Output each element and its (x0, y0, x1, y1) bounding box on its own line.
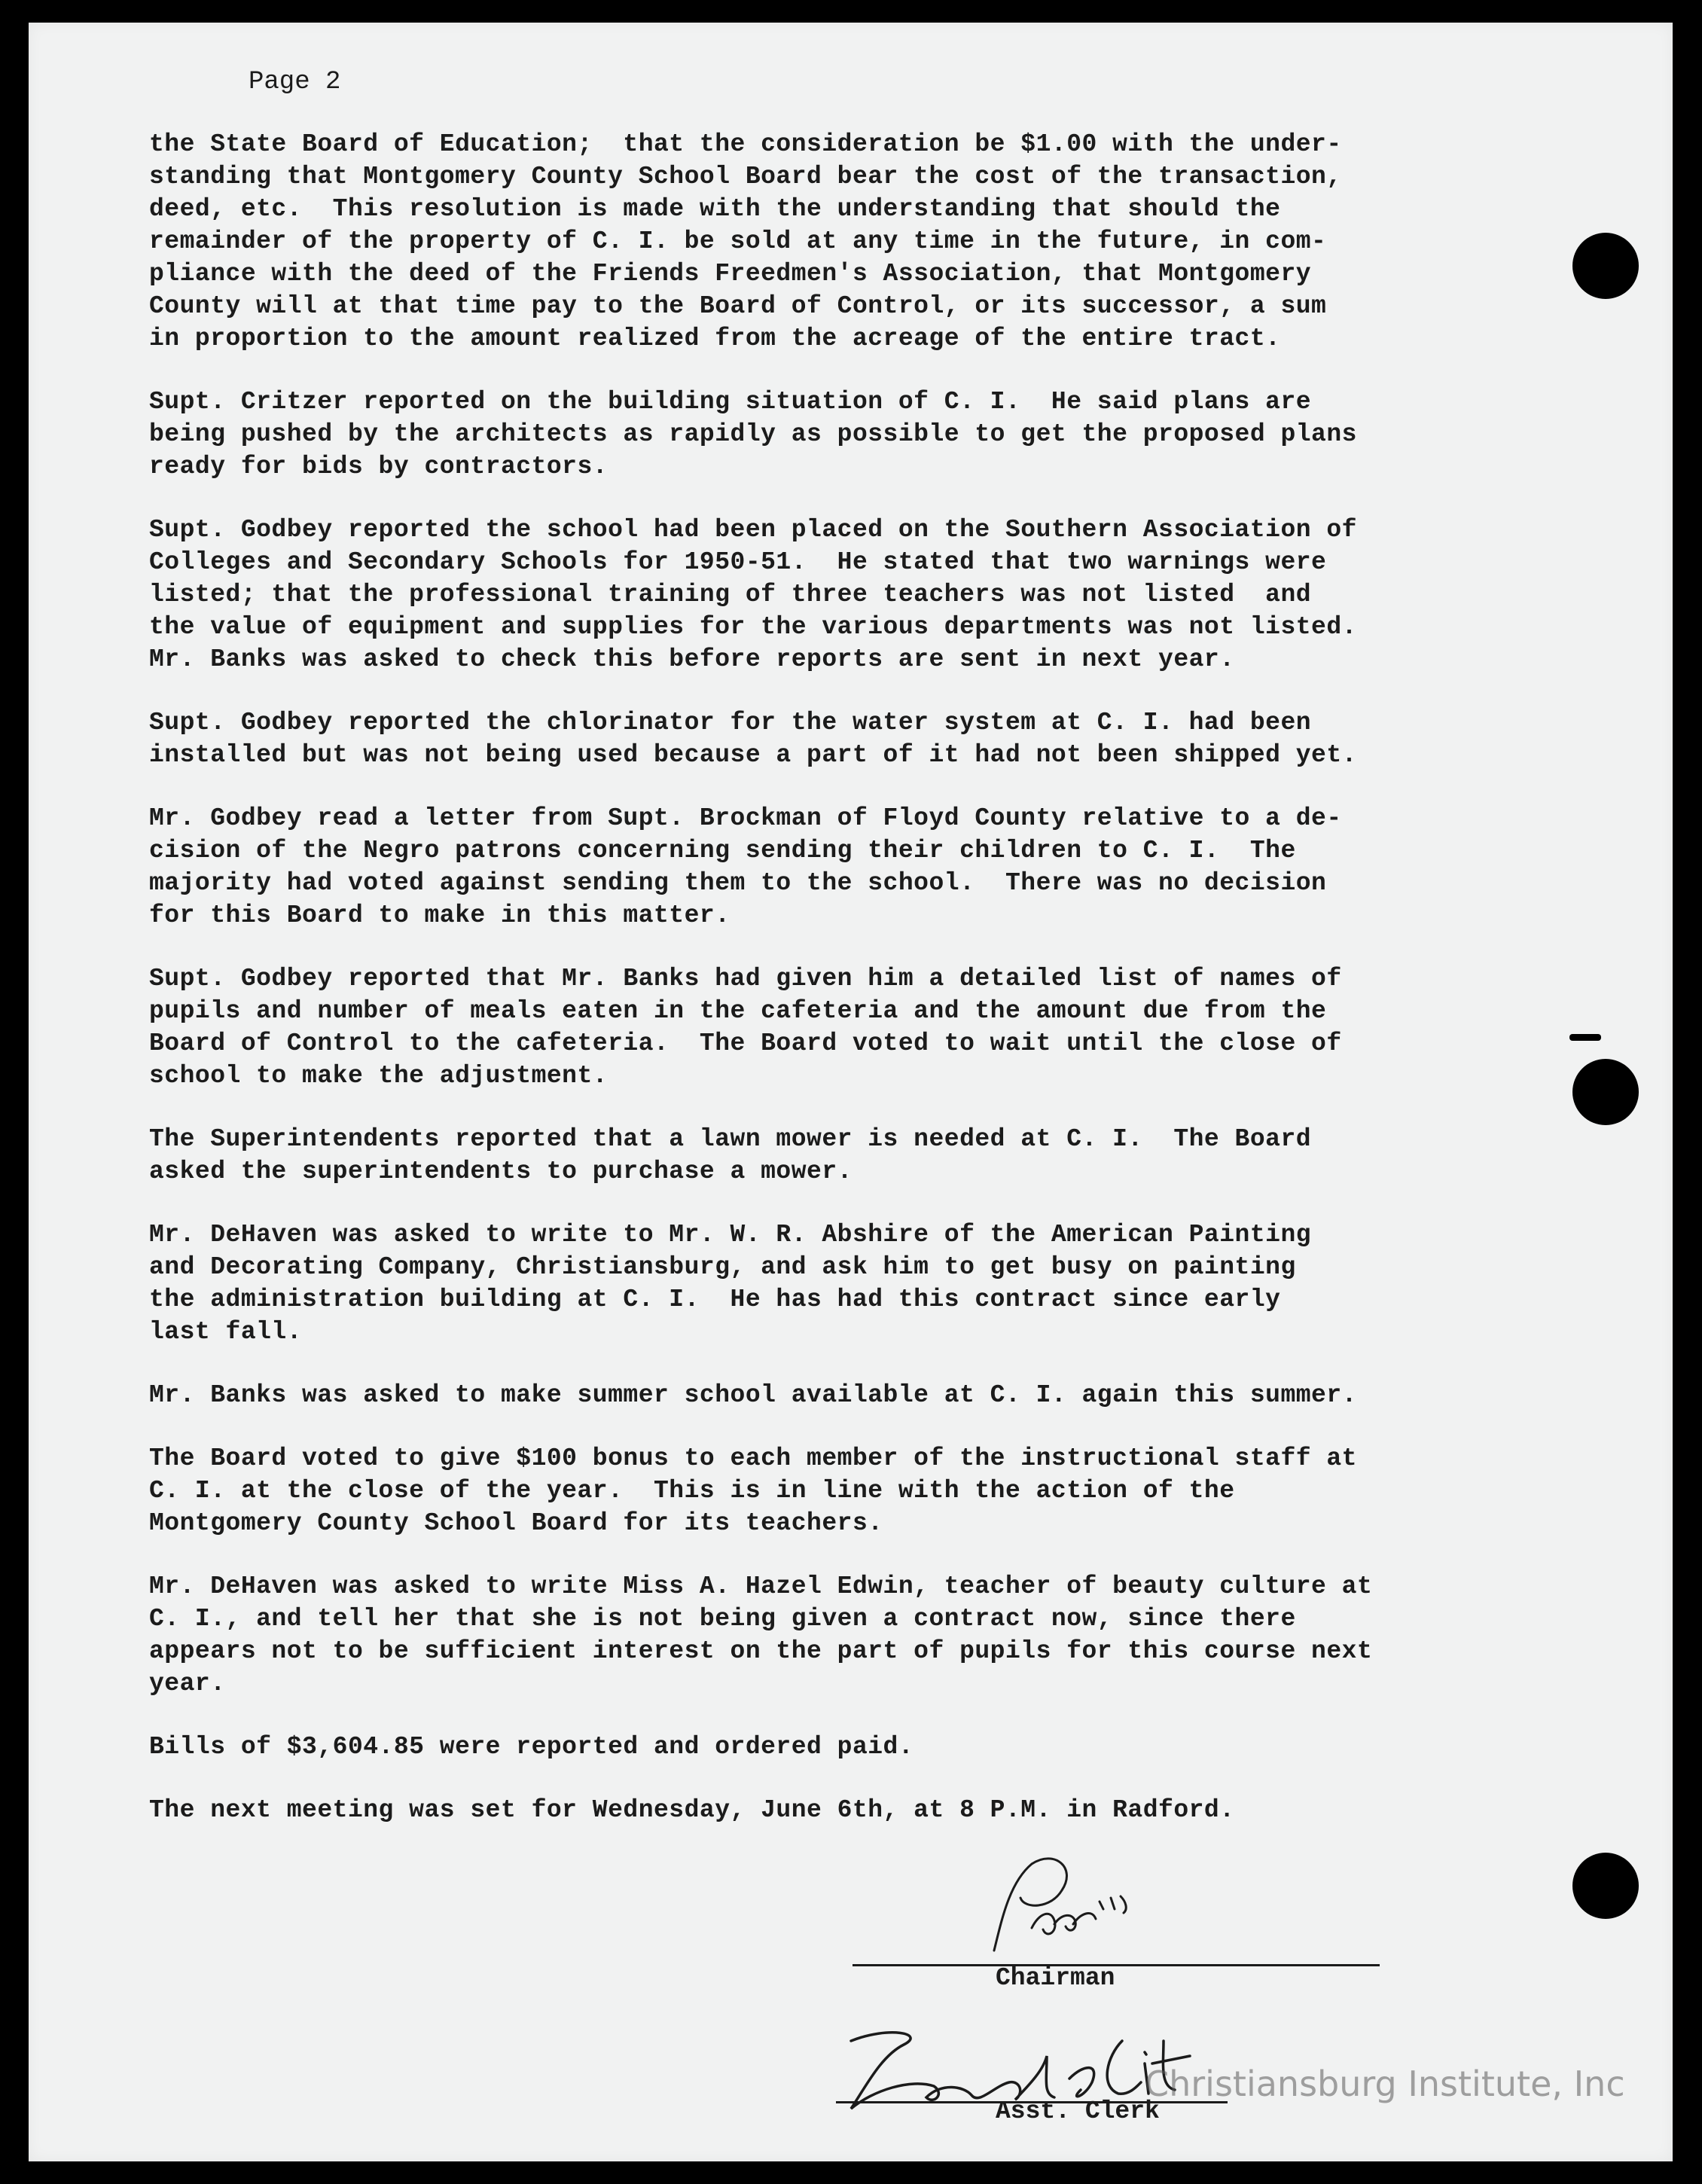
minutes-paragraph (149, 1219, 1505, 1348)
watermark: Christiansburg Institute, Inc (1145, 2064, 1625, 2104)
text-line: appears not to be sufficient interest on the part of pupils for this course next (149, 1637, 1373, 1665)
text-line: the State Board of Education; that the consideration be $1.00 with the under- (149, 130, 1342, 158)
text-line: Mr. Godbey read a letter from Supt. Brockman of Floyd County relative to a de- (149, 804, 1342, 832)
text-line: school to make the adjustment. (149, 1062, 609, 1090)
text-line: standing that Montgomery County School Board bear the cost of the transaction, (149, 163, 1342, 191)
minutes-paragraph (149, 514, 1505, 676)
scan-mark (1569, 1034, 1601, 1041)
page-number: Page 2 (249, 68, 341, 96)
text-line: asked the superintendents to purchase a mower. (149, 1158, 853, 1185)
text-line: Supt. Godbey reported that Mr. Banks had given him a detailed list of names of (149, 965, 1342, 993)
text-line: deed, etc. This resolution is made with the understanding that should the (149, 195, 1281, 223)
text-line: remainder of the property of C. I. be sold at any time in the future, in com- (149, 227, 1327, 255)
text-line: the administration building at C. I. He has had this contract since early (149, 1286, 1281, 1313)
text-line: Board of Control to the cafeteria. The Board voted to wait until the close of (149, 1029, 1342, 1057)
text-line: County will at that time pay to the Board of Control, or its successor, a sum (149, 292, 1327, 320)
chairman-signature-line (853, 1964, 1380, 1966)
minutes-paragraph (149, 1794, 1505, 1826)
minutes-paragraph (149, 1379, 1505, 1411)
text-line: ready for bids by contractors. (149, 453, 609, 480)
text-line: Colleges and Secondary Schools for 1950-51. He stated that two warnings were (149, 548, 1327, 576)
minutes-paragraph (149, 1123, 1505, 1188)
punch-hole-bottom (1572, 1853, 1639, 1919)
text-line: The Board voted to give $100 bonus to each member of the instructional staff at (149, 1444, 1357, 1472)
text-line: Montgomery County School Board for its teachers. (149, 1509, 883, 1537)
signature-block (828, 1838, 1506, 2154)
text-line: Mr. Banks was asked to make summer school available at C. I. again this summer. (149, 1381, 1357, 1409)
text-line: for this Board to make in this matter. (149, 901, 731, 929)
punch-hole-middle (1572, 1059, 1639, 1125)
minutes-paragraph (149, 1570, 1505, 1700)
minutes-paragraph (149, 386, 1505, 483)
text-line: year. (149, 1670, 226, 1697)
text-line: pupils and number of meals eaten in the cafeteria and the amount due from the (149, 997, 1327, 1025)
text-line: Mr. Banks was asked to check this before reports are sent in next year. (149, 645, 1235, 673)
text-line: The next meeting was set for Wednesday, June 6th, at 8 P.M. in Radford. (149, 1796, 1235, 1824)
text-line: in proportion to the amount realized from the acreage of the entire tract. (149, 325, 1281, 352)
minutes-paragraph (149, 962, 1505, 1092)
text-line: cision of the Negro patrons concerning sending their children to C. I. The (149, 837, 1296, 865)
chairman-label: Chairman (996, 1964, 1115, 1992)
minutes-body (149, 128, 1505, 1857)
text-line: pliance with the deed of the Friends Freedmen's Association, that Montgomery (149, 260, 1312, 288)
text-line: C. I. at the close of the year. This is in line with the action of the (149, 1477, 1235, 1505)
minutes-paragraph (149, 1442, 1505, 1539)
text-line: Supt. Godbey reported the school had been placed on the Southern Association of (149, 516, 1357, 544)
text-line: Mr. DeHaven was asked to write to Mr. W. R. Abshire of the American Painting (149, 1221, 1312, 1249)
text-line: C. I., and tell her that she is not being given a contract now, since there (149, 1605, 1296, 1633)
text-line: Mr. DeHaven was asked to write Miss A. Hazel Edwin, teacher of beauty culture at (149, 1572, 1373, 1600)
minutes-paragraph (149, 1731, 1505, 1763)
text-line: The Superintendents reported that a lawn mower is needed at C. I. The Board (149, 1125, 1312, 1153)
chairman-signature (949, 1838, 1175, 1973)
text-line: and Decorating Company, Christiansburg, and ask him to get busy on painting (149, 1253, 1296, 1281)
minutes-paragraph (149, 802, 1505, 932)
text-line: installed but was not being used because a part of it had not been shipped yet. (149, 741, 1357, 769)
text-line: majority had voted against sending them to the school. There was no decision (149, 869, 1327, 897)
clerk-label: Asst. Clerk (996, 2097, 1160, 2125)
text-line: Supt. Godbey reported the chlorinator for the water system at C. I. had been (149, 709, 1312, 737)
punch-hole-top (1572, 233, 1639, 299)
text-line: Bills of $3,604.85 were reported and ordered paid. (149, 1733, 914, 1761)
text-line: the value of equipment and supplies for the various departments was not listed. (149, 613, 1357, 641)
minutes-paragraph (149, 128, 1505, 355)
text-line: listed; that the professional training of three teachers was not listed and (149, 581, 1312, 609)
text-line: being pushed by the architects as rapidly as possible to get the proposed plans (149, 420, 1357, 448)
text-line: Supt. Critzer reported on the building situation of C. I. He said plans are (149, 388, 1312, 416)
text-line: last fall. (149, 1318, 303, 1346)
minutes-paragraph (149, 706, 1505, 771)
